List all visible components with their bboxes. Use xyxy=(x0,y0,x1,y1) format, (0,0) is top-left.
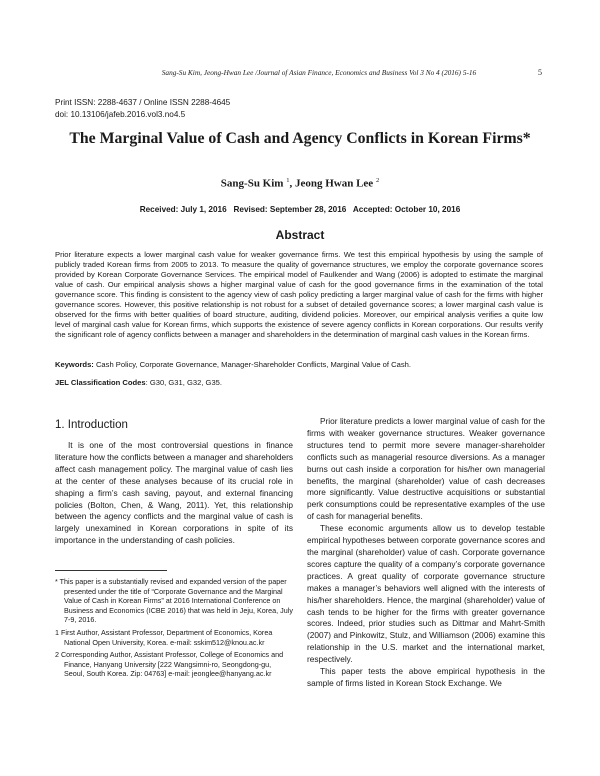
footnote-1: 1 First Author, Assistant Professor, Department of Economics, Korea National Open University, Korea. e-mail: sskim512@knou.ac.kr xyxy=(55,627,273,647)
paper-title: The Marginal Value of Cash and Agency Conflicts in Korean Firms* xyxy=(69,130,531,147)
author-affiliation-mark-2: 2 xyxy=(375,177,380,184)
abstract-heading: Abstract xyxy=(275,228,325,242)
author-line xyxy=(0,177,600,190)
jel-value: : G30, G31, G32, G35. xyxy=(145,378,222,387)
paragraph: These economic arguments allow us to develop testable empirical hypotheses between corporate governance scores and the marginal (shareholder) value of cash. Corporate governance scores capture the quality of a company’s corporate governance practices. A great quality of corporate governance structure makes a manager’s behaviors well aligned with the interests of his/her shareholders. Hence, the marginal (shareholder) value of cash tends to be higher for the firms with greater governance scores. Indeed, prior studies such as Dittmar and Mahrt-Smith (2007) and Pinkowitz, Stulz, and Williamson (2006) examine this relationship in the U.S. market and the international market, respectively. xyxy=(307,523,545,665)
page-number: 5 xyxy=(538,68,542,77)
right-column-body xyxy=(307,416,545,690)
author-affiliation-mark-1: 1 xyxy=(286,177,290,184)
left-column-body xyxy=(55,440,293,547)
jel-codes-line xyxy=(55,378,543,387)
keywords-line xyxy=(55,360,543,369)
issn-line: Print ISSN: 2288-4637 / Online ISSN 2288-4645 xyxy=(55,98,231,107)
keywords-value: Cash Policy, Corporate Governance, Manager-Shareholder Conflicts, Marginal Value of Cash. xyxy=(93,360,411,369)
paragraph: It is one of the most controversial questions in finance literature how the conflicts between a manager and shareholders affect cash management policy. The marginal value of cash lies at the center of these analyses because of its crucial role in shaping a firm’s cash saving, payout, and external financing policies (Bolton, Chen, & Wang, 2011). Yet, this relationship between the agency conflicts and the marginal value of cash is largely unexamined in Korean corporations in spite of its importance in the understanding of cash policies. xyxy=(55,440,293,546)
jel-label: JEL Classification Codes xyxy=(55,378,146,387)
doi-line: doi: 10.13106/jafeb.2016.vol3.no4.5 xyxy=(55,110,186,119)
paragraph: Prior literature predicts a lower marginal value of cash for the firms with weaker governance structures. Weaker governance structures tend to permit more severe manager-shareholder conflicts such as managerial resource diversions. As a manager burns out cash inside a corporation for his/her own managerial benefits, the marginal (shareholder) value of cash decreases more significantly. Value destructive acquisitions or substantial perk consumptions could be representative examples of the use of cash for managerial benefits. xyxy=(307,416,545,522)
section-heading-introduction: 1. Introduction xyxy=(55,419,128,431)
footnote-2: 2 Corresponding Author, Assistant Professor, College of Economics and Finance, Hanyang University [222 Wangsimni-ro, Seongdong-gu, Seoul, South Korea. Zip: 04763] e-mail: jeonglee@hanyang.ac.kr xyxy=(55,650,284,679)
author-name-1: Sang-Su Kim xyxy=(220,177,284,190)
submission-dates: Received: July 1, 2016 Revised: September 28, 2016 Accepted: October 10, 2016 xyxy=(139,205,461,214)
footnotes xyxy=(55,577,293,682)
running-head: Sang-Su Kim, Jeong-Hwan Lee /Journal of Asian Finance, Economics and Business Vol 3 No 4 (2016) 5-16 xyxy=(161,68,477,77)
paragraph: This paper tests the above empirical hypothesis in the sample of firms listed in Korean Stock Exchange. We xyxy=(307,666,545,688)
abstract-body: Prior literature expects a lower marginal cash value for weaker governance firms. We test this empirical hypothesis by using the sample of publicly traded Korean firms from 2005 to 2013. To measure the quality of governance structures, we employ the corporate governance scores provided by Korean Corporate Governance Services. The empirical model of Faulkender and Wang (2006) is adopted to estimate the marginal value of cash. Our empirical analysis shows a higher marginal value of cash for the good governance firms in the examination of the total governance score. This finding is consistent to the agency view of cash policy predicting a larger marginal value of cash for the firms with higher governance scores. However, this positive relationship is not robust for a subset of detailed governance scores; a lower marginal cash value is observed for the firms with better qualities of board structure, auditing, dividend policies. Moreover, our empirical analysis verifies a quite low level of marginal cash value for Korean firms, which supports the existence of severe agency conflicts in Korean corporations. Our results verify the significant role of agency conflicts between a manager and shareholders in the determination of marginal cash values in the Korean firms. xyxy=(55,250,543,340)
author-separator: , xyxy=(289,177,295,190)
keywords-label: Keywords: xyxy=(55,360,94,369)
footnote-star: * This paper is a substantially revised and expanded version of the paper presented under the title of “Corporate Governance and the Marginal Value of Cash in Korean Firms” at 2016 International Conference on Business and Economics (ICBE 2016) that was held in Jeju, Korea, July 7-9, 2016. xyxy=(55,577,293,625)
author-name-2: Jeong Hwan Lee xyxy=(294,177,374,190)
footnote-divider xyxy=(55,570,167,571)
